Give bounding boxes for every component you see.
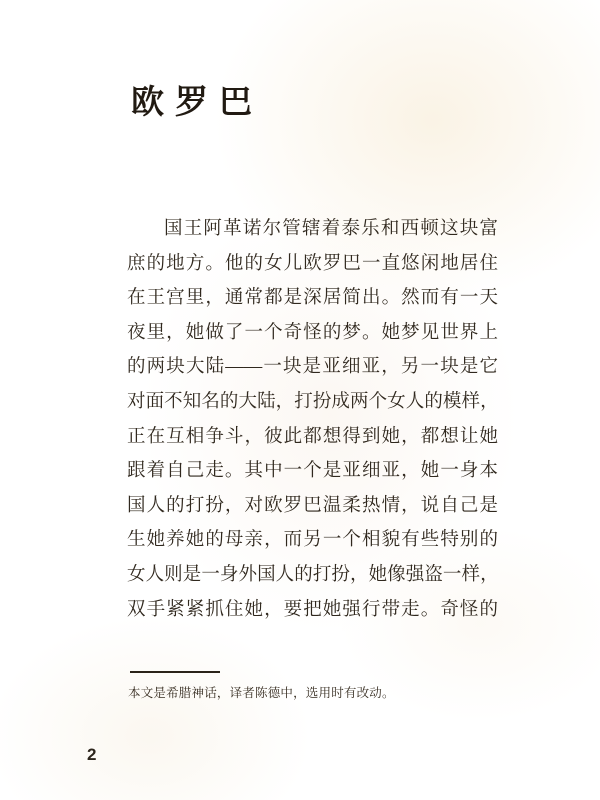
footnote-divider xyxy=(130,671,220,673)
text-line: 庶的地方。他的女儿欧罗巴一直悠闲地居住 xyxy=(127,253,498,274)
text-line: 国人的打扮，对欧罗巴温柔热情，说自己是 xyxy=(127,495,498,516)
text-line: 跟着自己走。其中一个是亚细亚，她一身本 xyxy=(127,461,498,482)
text-line: 生她养她的母亲，而另一个相貌有些特别的 xyxy=(127,530,498,551)
text-line: 双手紧紧抓住她，要把她强行带走。奇怪的 xyxy=(127,599,498,620)
text-line: 的两块大陆——一块是亚细亚，另一块是它 xyxy=(127,357,498,378)
body-paragraph xyxy=(127,212,498,627)
text-line: 夜里，她做了一个奇怪的梦。她梦见世界上 xyxy=(127,322,498,343)
page-title: 欧罗巴 xyxy=(131,85,263,121)
footnote-text: 本文是希腊神话，译者陈德中，选用时有改动。 xyxy=(128,686,395,700)
text-line: 在王宫里，通常都是深居简出。然而有一天 xyxy=(127,288,498,309)
page-number: 2 xyxy=(87,745,97,764)
text-line: 国王阿革诺尔管辖着泰乐和西顿这块富 xyxy=(164,219,498,239)
text-line: 正在互相争斗，彼此都想得到她，都想让她 xyxy=(127,426,498,447)
text-line: 对面不知名的大陆，打扮成两个女人的模样， xyxy=(127,391,498,412)
text-line: 女人则是一身外国人的打扮，她像强盗一样， xyxy=(127,564,498,585)
